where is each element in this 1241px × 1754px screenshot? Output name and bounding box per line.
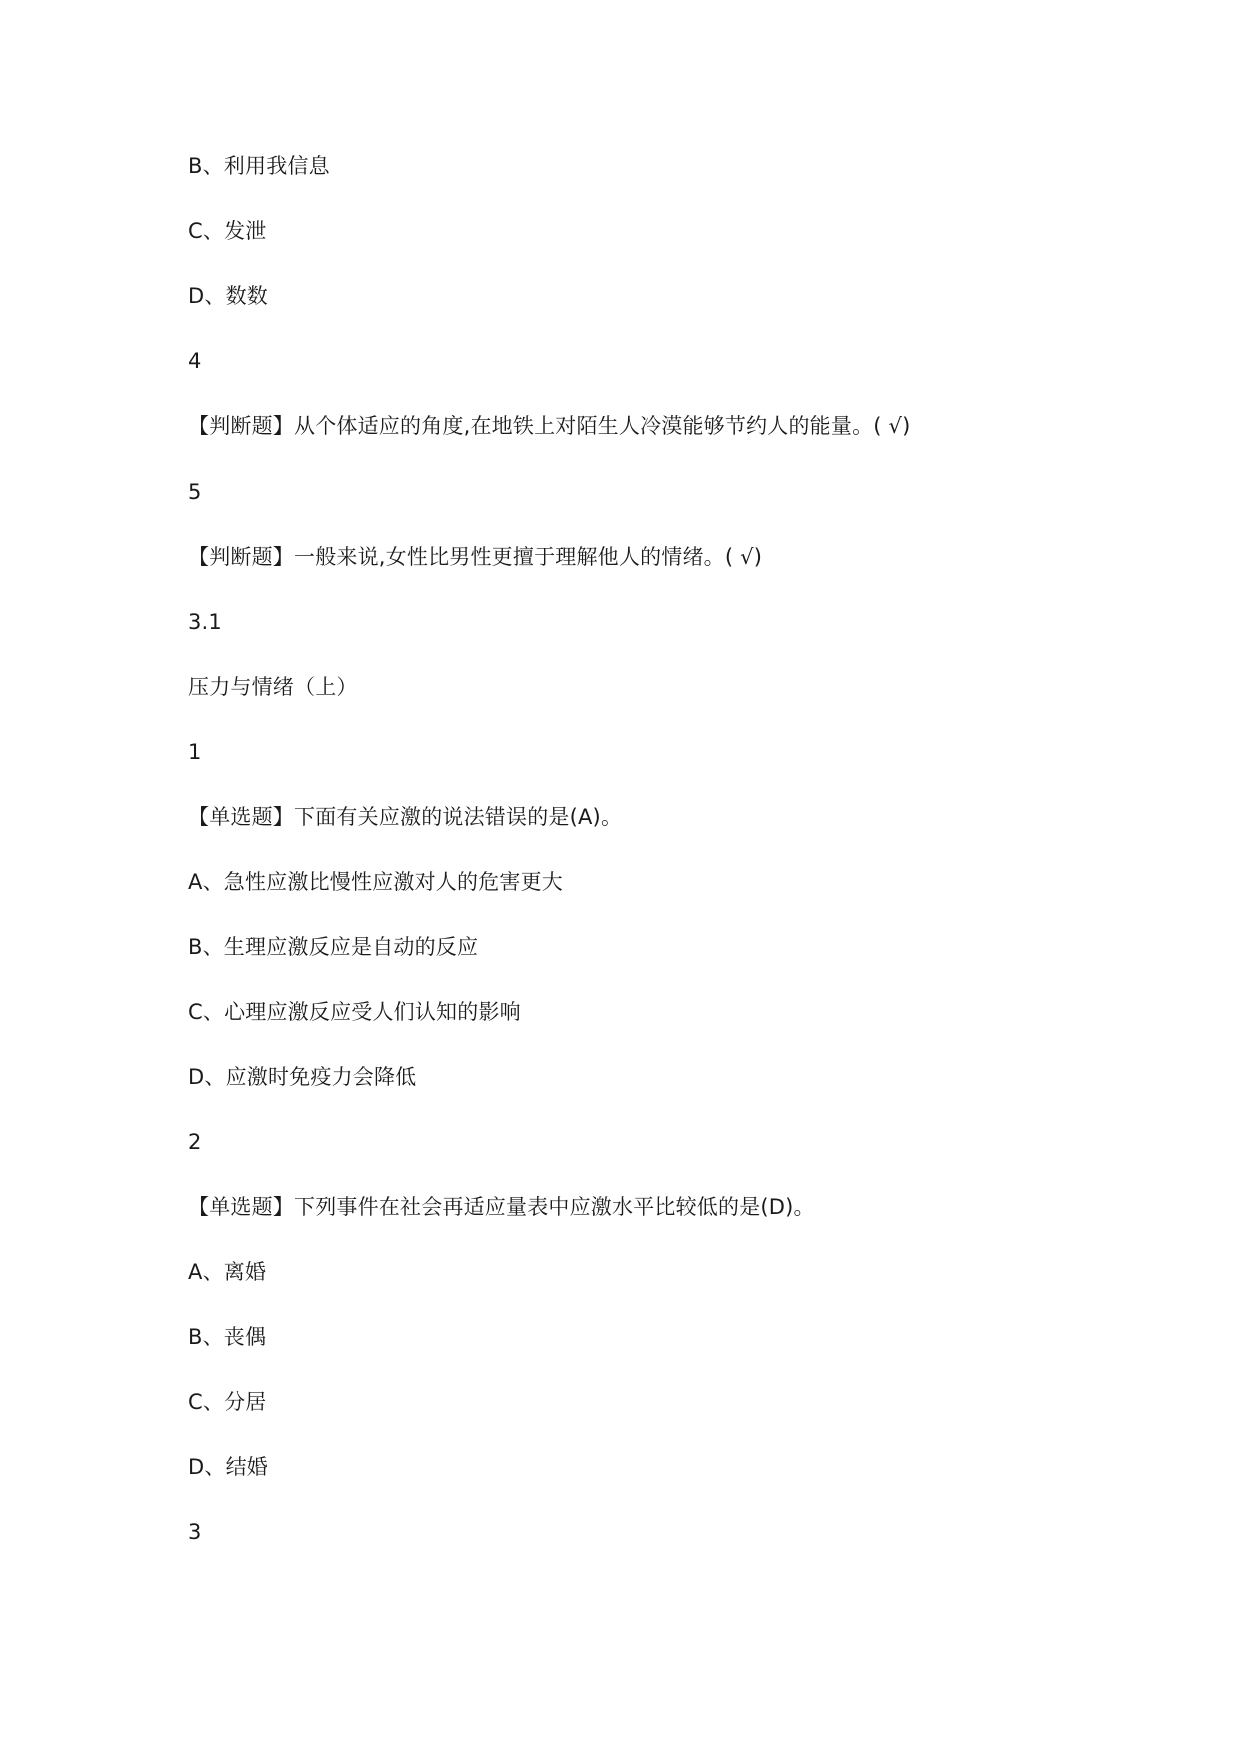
option-c-text: C、分居 [188,1390,267,1414]
section-title: 压力与情绪（上） [188,675,358,699]
option-d-text: D、结婚 [188,1455,268,1479]
true-false-question: 【判断题】一般来说,女性比男性更擅于理解他人的情绪。( √) [188,545,763,569]
option-c-text: C、心理应激反应受人们认知的影响 [188,1000,521,1024]
question-number: 2 [188,1130,202,1154]
question-number: 3 [188,1520,202,1544]
option-a-text: A、急性应激比慢性应激对人的危害更大 [188,870,563,894]
question-number: 4 [188,349,202,373]
option-a-text: A、离婚 [188,1260,267,1284]
option-b-text: B、生理应激反应是自动的反应 [188,935,479,959]
section-number: 3.1 [188,610,222,634]
option-d-text: D、数数 [188,284,268,308]
single-choice-question: 【单选题】下面有关应激的说法错误的是(A)。 [188,805,623,829]
true-false-question: 【判断题】从个体适应的角度,在地铁上对陌生人冷漠能够节约人的能量。( √) [188,414,911,438]
option-c-text: C、发泄 [188,219,267,243]
option-b-text: B、利用我信息 [188,154,330,178]
option-b-text: B、丧偶 [188,1325,267,1349]
single-choice-question: 【单选题】下列事件在社会再适应量表中应激水平比较低的是(D)。 [188,1195,815,1219]
question-number: 1 [188,740,202,764]
question-number: 5 [188,480,202,504]
option-d-text: D、应激时免疫力会降低 [188,1065,417,1089]
